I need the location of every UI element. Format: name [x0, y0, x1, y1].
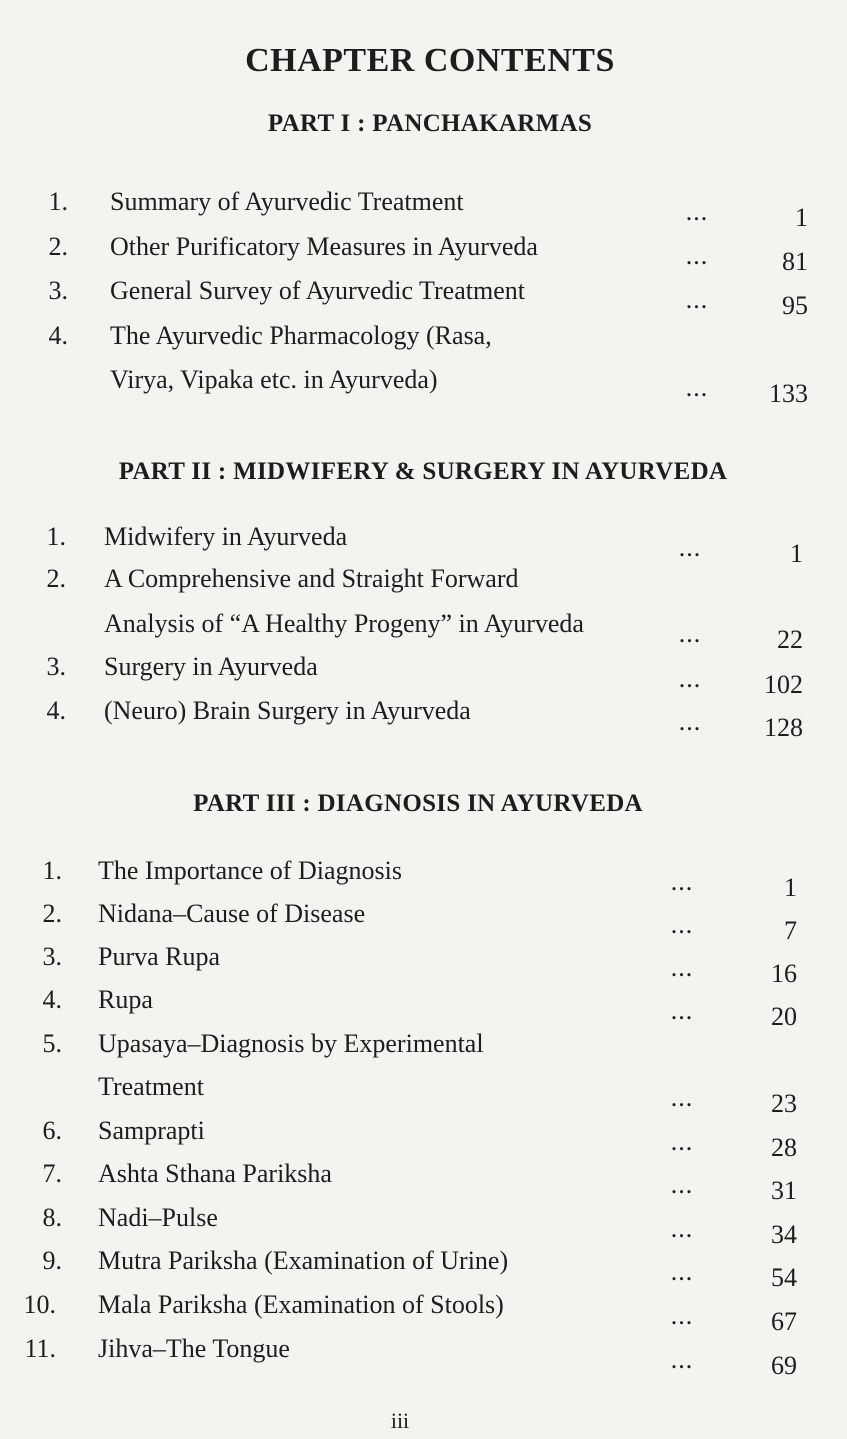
- page-number: 31: [771, 1176, 797, 1205]
- leader-dots: ...: [670, 1083, 694, 1112]
- entry-title-line: Rupa: [98, 985, 153, 1014]
- page-folio: iii: [390, 1408, 410, 1433]
- page-number: 23: [771, 1089, 797, 1118]
- entry-title-line: Upasaya–Diagnosis by Experimental: [98, 1029, 484, 1058]
- page-number: 1: [790, 539, 803, 568]
- entry-title-line: (Neuro) Brain Surgery in Ayurveda: [104, 696, 471, 725]
- entry-number: 4.: [48, 321, 68, 350]
- entry-title-line: Surgery in Ayurveda: [104, 652, 318, 681]
- entry-title-line: Virya, Vipaka etc. in Ayurveda): [110, 365, 438, 394]
- part-heading: PART III : DIAGNOSIS IN AYURVEDA: [193, 790, 643, 817]
- page-number: 28: [771, 1133, 797, 1162]
- entry-number: 5.: [42, 1029, 62, 1058]
- leader-dots: ...: [670, 867, 694, 896]
- entry-number: 1.: [46, 522, 66, 551]
- leader-dots: ...: [685, 285, 709, 314]
- leader-dots: ...: [670, 953, 694, 982]
- page-number: 1: [784, 873, 797, 902]
- entry-number: 1.: [42, 856, 62, 885]
- entry-number: 10.: [23, 1290, 56, 1319]
- entry-number: 7.: [42, 1159, 62, 1188]
- entry-number: 2.: [46, 564, 66, 593]
- entry-title-line: Samprapti: [98, 1116, 205, 1145]
- entry-number: 8.: [42, 1203, 62, 1232]
- leader-dots: ...: [670, 910, 694, 939]
- entry-title-line: Mala Pariksha (Examination of Stools): [98, 1290, 504, 1319]
- entry-title-line: Analysis of “A Healthy Progeny” in Ayurveda: [104, 609, 584, 638]
- entry-number: 6.: [42, 1116, 62, 1145]
- entry-number: 2.: [48, 232, 68, 261]
- page-number: 81: [782, 247, 808, 276]
- entry-title-line: Midwifery in Ayurveda: [104, 522, 348, 551]
- entry-number: 11.: [24, 1334, 56, 1363]
- entry-number: 9.: [42, 1246, 62, 1275]
- page-number: 102: [764, 670, 803, 699]
- entry-title-line: The Importance of Diagnosis: [98, 856, 402, 885]
- entry-number: 3.: [46, 652, 66, 681]
- entry-number: 3.: [42, 942, 62, 971]
- page-number: 22: [777, 625, 803, 654]
- entry-title-line: Jihva–The Tongue: [98, 1334, 290, 1363]
- leader-dots: ...: [670, 1301, 694, 1330]
- leader-dots: ...: [678, 533, 702, 562]
- entry-number: 4.: [46, 696, 66, 725]
- entry-title-line: The Ayurvedic Pharmacology (Rasa,: [110, 321, 492, 350]
- page-number: 67: [771, 1307, 797, 1336]
- page-number: 133: [769, 379, 808, 408]
- page-number: 54: [771, 1263, 797, 1292]
- leader-dots: ...: [678, 707, 702, 736]
- page-number: 20: [771, 1002, 797, 1031]
- entry-title-line: Nadi–Pulse: [98, 1203, 218, 1232]
- entry-number: 4.: [42, 985, 62, 1014]
- page-number: 128: [764, 713, 803, 742]
- leader-dots: ...: [678, 619, 702, 648]
- entry-number: 3.: [48, 276, 68, 305]
- entry-title-line: General Survey of Ayurvedic Treatment: [110, 276, 525, 305]
- page-number: 7: [784, 916, 797, 945]
- page-number: 69: [771, 1351, 797, 1380]
- page-number: 1: [795, 203, 808, 232]
- leader-dots: ...: [670, 996, 694, 1025]
- leader-dots: ...: [670, 1214, 694, 1243]
- page-number: 34: [771, 1220, 797, 1249]
- entry-title-line: Other Purificatory Measures in Ayurveda: [110, 232, 538, 261]
- entry-title-line: Nidana–Cause of Disease: [98, 899, 366, 928]
- part-heading: PART I : PANCHAKARMAS: [267, 110, 593, 137]
- leader-dots: ...: [670, 1345, 694, 1374]
- entry-number: 2.: [42, 899, 62, 928]
- page-number: 16: [771, 959, 797, 988]
- entry-title-line: A Comprehensive and Straight Forward: [104, 564, 519, 593]
- leader-dots: ...: [685, 197, 709, 226]
- leader-dots: ...: [670, 1127, 694, 1156]
- leader-dots: ...: [685, 241, 709, 270]
- page-number: 95: [782, 291, 808, 320]
- leader-dots: ...: [678, 664, 702, 693]
- entry-title-line: Mutra Pariksha (Examination of Urine): [98, 1246, 509, 1275]
- leader-dots: ...: [670, 1170, 694, 1199]
- leader-dots: ...: [670, 1257, 694, 1286]
- part-heading: PART II : MIDWIFERY & SURGERY IN AYURVEDA: [118, 458, 728, 485]
- entry-title-line: Summary of Ayurvedic Treatment: [110, 187, 464, 216]
- entry-title-line: Ashta Sthana Pariksha: [98, 1159, 332, 1188]
- entry-title-line: Treatment: [98, 1072, 204, 1101]
- entry-title-line: Purva Rupa: [98, 942, 221, 971]
- chapter-title: CHAPTER CONTENTS: [245, 42, 615, 79]
- entry-number: 1.: [48, 187, 68, 216]
- leader-dots: ...: [685, 373, 709, 402]
